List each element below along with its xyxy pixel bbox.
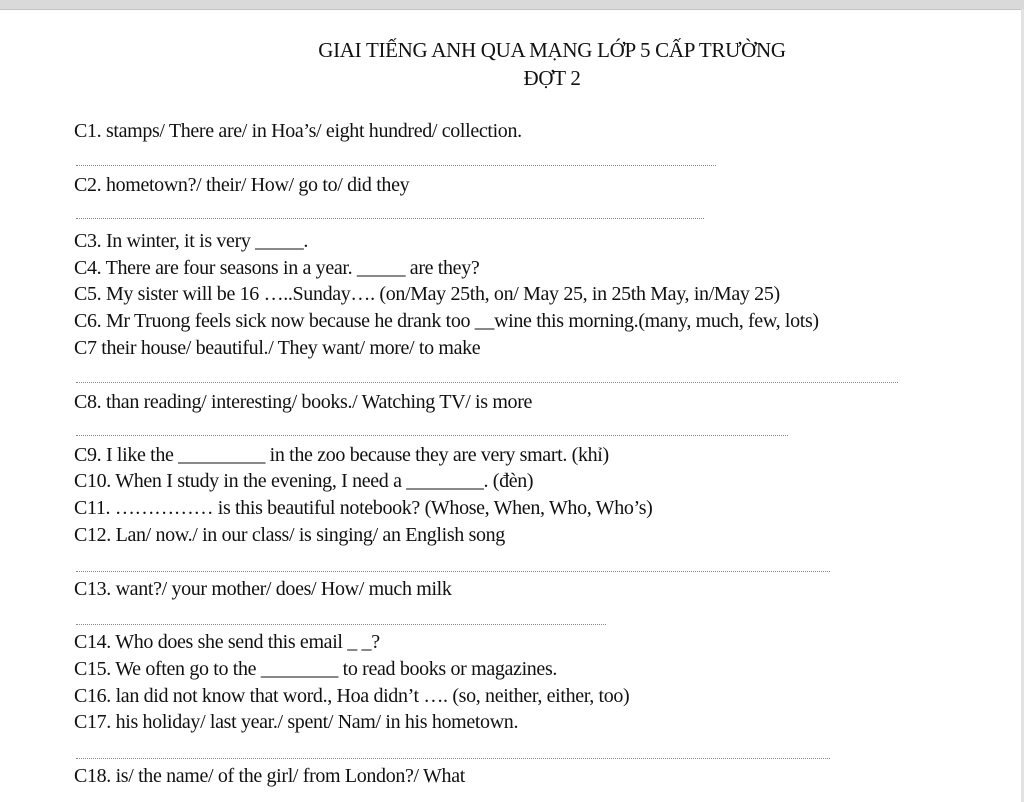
answer-line-c2 xyxy=(76,218,704,219)
question-c10: C10. When I study in the evening, I need a ________. (đèn) xyxy=(74,470,534,492)
document-page xyxy=(0,10,1020,802)
question-c9: C9. I like the _________ in the zoo because they are very smart. (khỉ) xyxy=(74,444,609,466)
answer-line-c1 xyxy=(76,165,716,166)
answer-line-c7 xyxy=(76,382,898,383)
question-c11: C11. …………… is this beautiful notebook? (Whose, When, Who, Who’s) xyxy=(74,497,653,519)
answer-line-c13 xyxy=(76,624,606,625)
document-subtitle: ĐỢT 2 xyxy=(523,66,581,90)
question-c1: C1. stamps/ There are/ in Hoa’s/ eight hundred/ collection. xyxy=(74,120,522,142)
answer-line-c17 xyxy=(76,758,830,759)
question-c2: C2. hometown?/ their/ How/ go to/ did they xyxy=(74,174,410,196)
question-c8: C8. than reading/ interesting/ books./ Watching TV/ is more xyxy=(74,391,533,413)
question-c3: C3. In winter, it is very _____. xyxy=(74,230,309,252)
question-c5: C5. My sister will be 16 …..Sunday…. (on/May 25th, on/ May 25, in 25th May, in/May 25) xyxy=(74,283,780,305)
question-c18: C18. is/ the name/ of the girl/ from London?/ What xyxy=(74,765,465,787)
answer-line-c8 xyxy=(76,435,788,436)
answer-line-c12 xyxy=(76,571,830,572)
question-c15: C15. We often go to the ________ to read books or magazines. xyxy=(74,658,558,680)
document-title: GIAI TIẾNG ANH QUA MẠNG LỚP 5 CẤP TRƯỜNG xyxy=(318,38,786,62)
question-c14: C14. Who does she send this email _ _? xyxy=(74,631,380,653)
question-c13: C13. want?/ your mother/ does/ How/ much milk xyxy=(74,578,452,600)
question-c6: C6. Mr Truong feels sick now because he drank too __wine this morning.(many, much, few, lots) xyxy=(74,310,819,332)
question-c4: C4. There are four seasons in a year. _____ are they? xyxy=(74,257,480,279)
window-top-bar xyxy=(0,0,1024,10)
question-c12: C12. Lan/ now./ in our class/ is singing/ an English song xyxy=(74,524,505,546)
question-c7: C7 their house/ beautiful./ They want/ more/ to make xyxy=(74,337,481,359)
question-c17: C17. his holiday/ last year./ spent/ Nam/ in his hometown. xyxy=(74,711,519,733)
question-c16: C16. lan did not know that word., Hoa didn’t …. (so, neither, either, too) xyxy=(74,685,630,707)
